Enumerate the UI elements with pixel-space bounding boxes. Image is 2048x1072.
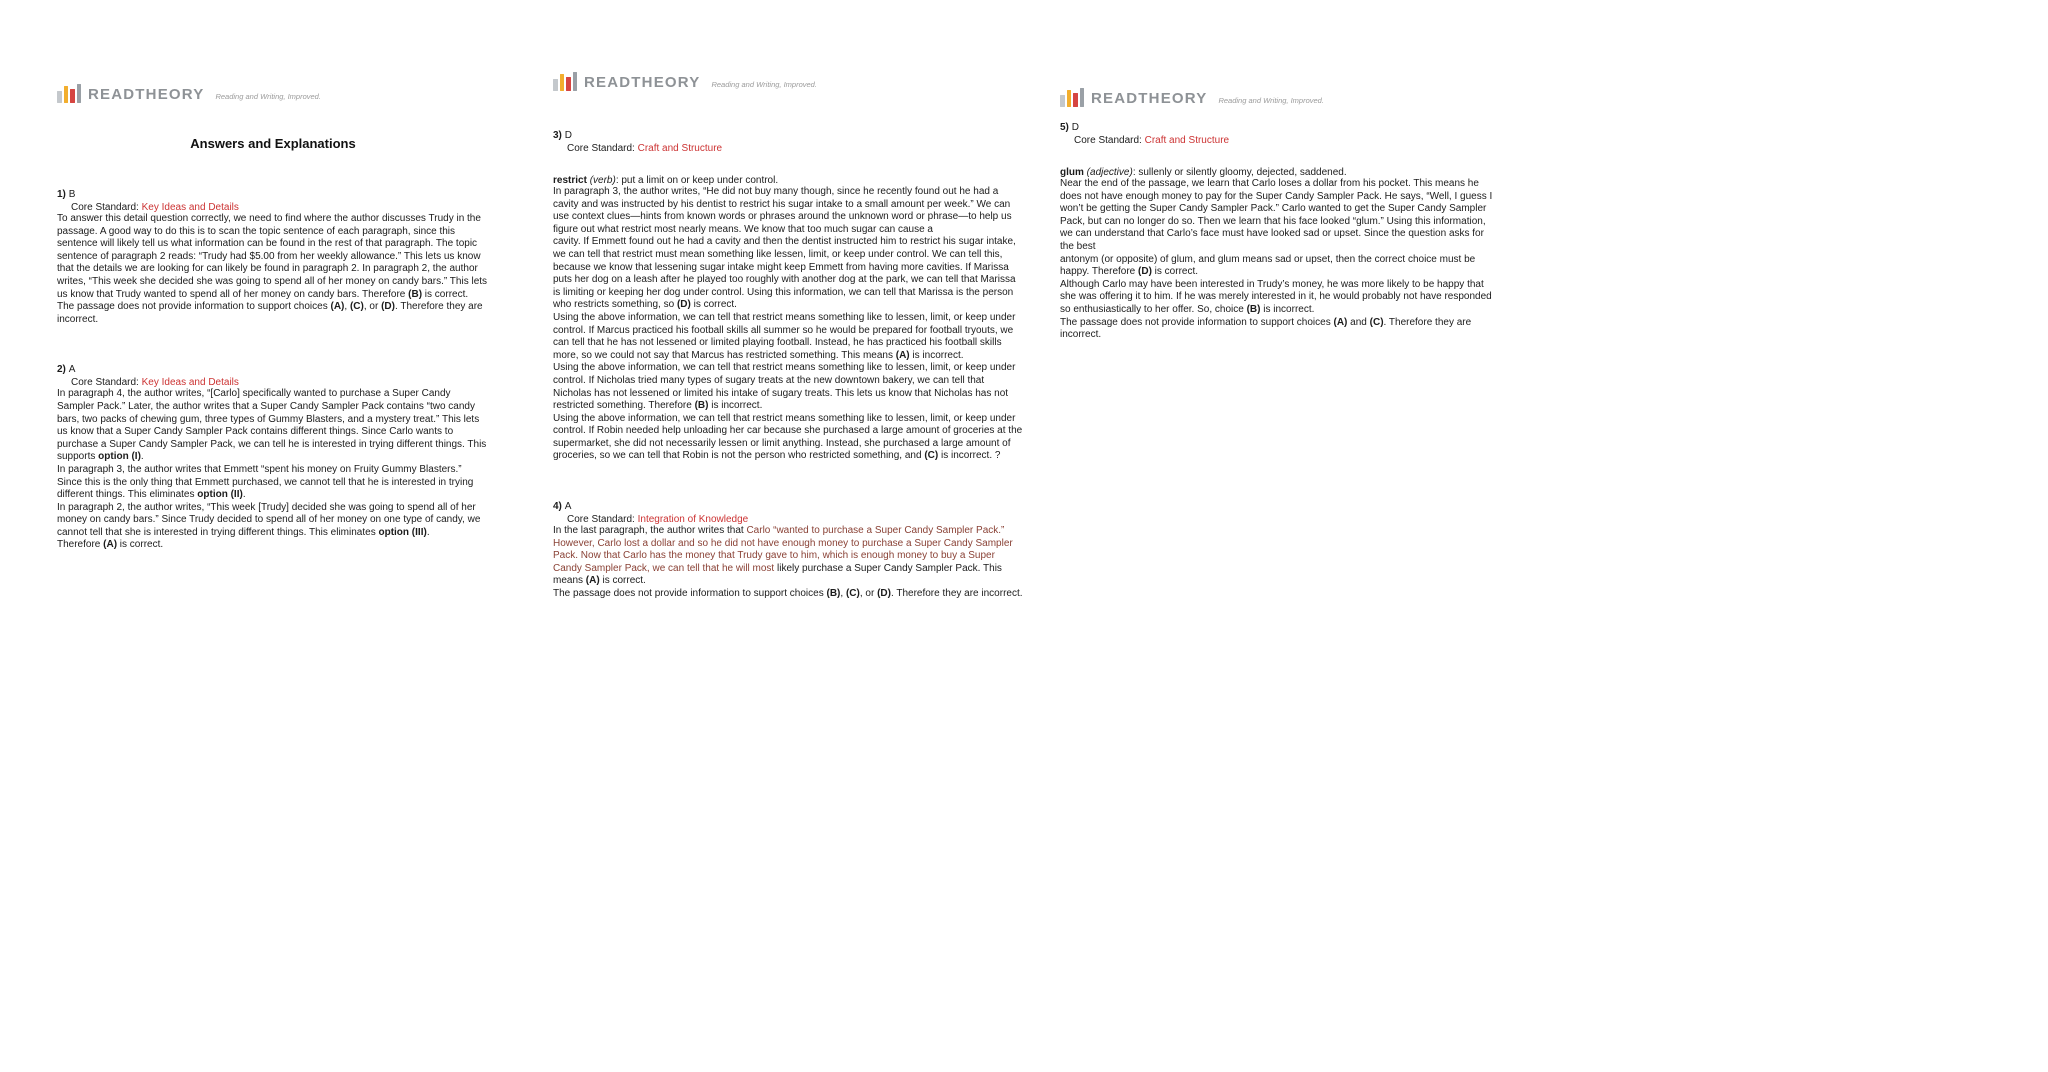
- explanation-paragraph: In paragraph 3, the author writes that Emmett “spent his money on Fruity Gummy Blasters.” Since this is the only thing that Emmett purchased, we cannot tell that he is interested in trying different things. This eliminates option (II).: [57, 463, 474, 501]
- question-number: 4): [553, 501, 562, 513]
- question-number: 2): [57, 364, 66, 376]
- explanation-paragraph: antonym (or opposite) of glum, and glum means sad or upset, then the correct choice must be happy. Therefore (D) is correct.: [1060, 253, 1476, 278]
- question-number: 3): [553, 130, 562, 141]
- answer-letter: D: [564, 130, 572, 141]
- readtheory-logo: [57, 80, 489, 104]
- question-4-header: [553, 501, 1023, 512]
- explanation-paragraph: In paragraph 2, the author writes, “This week [Trudy] decided she was going to spend all of her money on candy bars.” Since Trudy decided to spend all of her money on one type of candy, we cannot tell that she is interested in trying different things. This eliminates option (III).: [57, 501, 481, 538]
- explanation-paragraph: cavity. If Emmett found out he had a cavity and then the dentist instructed him to restrict his sugar intake, we can tell that restrict must mean something like lessen, limit, or keep under control. We can tell this, because we know that lessening sugar intake might keep Emmett from having more cavities. If Marissa puts her dog on a leash after he played too roughly with another dog at the park, we can tell that Marissa is limiting or keeping her dog under control. Using this information, we can tell that Marissa is the person who restricts something, so (D) is correct.: [553, 236, 1016, 311]
- core-standard-value: Integration of Knowledge: [637, 514, 749, 526]
- page-1: [57, 80, 489, 552]
- core-standard-label: Core Standard:: [71, 202, 139, 213]
- explanation-paragraph: Near the end of the passage, we learn that Carlo loses a dollar from his pocket. This means he does not have enough money to pay for the Super Candy Sampler Pack. He says, “Well, I guess I won’t be getting the Super Candy Sampler Pack.” Carlo wanted to get the Super Candy Sampler Pack, but can no longer do so. Then we learn that his face looked “glum.” Using this information, we can understand that Carlo’s face must have looked sad or upset. Since the question asks for the best: [1060, 178, 1493, 252]
- answer-letter: A: [564, 501, 572, 513]
- answer-letter: D: [1071, 122, 1079, 133]
- word-definition: glum (adjective): sullenly or silently gloomy, dejected, saddened.: [1060, 167, 1347, 178]
- core-standard-value: Craft and Structure: [637, 143, 723, 154]
- core-standard-label: Core Standard:: [567, 514, 635, 526]
- word-definition: restrict (verb): put a limit on or keep under control.: [553, 175, 779, 186]
- explanation-paragraph: In paragraph 3, the author writes, “He did not buy many though, since he recently found out he had a cavity and was instructed by his dentist to restrict his sugar intake to a small amount per week.” We can use context clues—hints from known words or phrases around the unknown word or phrase—to help us figure out what restrict most nearly means. We know that too much sugar can cause a: [553, 186, 1012, 235]
- core-standard-line: [57, 202, 489, 213]
- question-3-header: [553, 130, 1023, 141]
- brand-tagline: Reading and Writing, Improved.: [215, 92, 321, 101]
- explanation-paragraph: Using the above information, we can tell that restrict means something like to lessen, limit, or keep under control. If Marcus practiced his football skills all summer so he would be prepared for football tryouts, we can tell that he has not lessened or limited playing football. Instead, he has practiced his football skills more, so we could not say that Marcus has restricted something. This means (A) is incorrect.: [553, 311, 1016, 361]
- answer-letter: A: [68, 364, 76, 376]
- core-standard-line: [553, 514, 1023, 525]
- explanation-paragraph: In the last paragraph, the author writes that Carlo “wanted to purchase a Super Candy Sampler Pack.” However, Carlo lost a dollar and so he did not have enough money to purchase a Super Candy Sampler Pack. Now that Carlo has the money that Trudy gave to him, which is enough money to buy a Super Candy Sampler Pack, we can tell that he will most likely purchase a Super Candy Sampler Pack. This means (A) is correct.: [553, 525, 1013, 587]
- document-title: Answers and Explanations: [190, 136, 356, 151]
- core-standard-label: Core Standard:: [71, 377, 139, 389]
- core-standard-line: [553, 143, 1023, 154]
- core-standard-value: Key Ideas and Details: [141, 202, 239, 213]
- question-1-header: [57, 189, 489, 200]
- explanation-paragraph: Although Carlo may have been interested in Trudy’s money, he was more likely to be happy that she was offering it to him. If he was merely interested in it, he would probably not have responded so enthusiastically to her offer. So, choice (B) is incorrect.: [1060, 278, 1492, 315]
- explanation-paragraph: The passage does not provide information to support choices (A), (C), or (D). Therefore they are incorrect.: [57, 301, 483, 325]
- question-number: 5): [1060, 122, 1069, 133]
- brand-name: READTHEORY: [1091, 90, 1208, 107]
- core-standard-line: [1060, 135, 1496, 146]
- brand-name: READTHEORY: [584, 74, 701, 91]
- core-standard-label: Core Standard:: [567, 143, 635, 154]
- brand-tagline: Reading and Writing, Improved.: [711, 80, 817, 89]
- readtheory-logo: [1060, 84, 1496, 108]
- question-4: [553, 501, 1023, 601]
- readtheory-logo: [553, 68, 1023, 92]
- explanation-paragraph: Using the above information, we can tell that restrict means something like to lessen, limit, or keep under control. If Robin needed help unloading her car because she purchased a large amount of groceries at the supermarket, she did not necessarily lessen or limit anything. Instead, she purchased a large amount of groceries, so we can tell that Robin is not the person who restricted something, and (C) is incorrect. ?: [553, 412, 1023, 462]
- answer-letter: B: [68, 189, 76, 200]
- question-3: [553, 130, 1023, 463]
- logo-bars-icon: [1060, 87, 1084, 108]
- logo-bars-icon: [57, 83, 81, 104]
- question-1: [57, 189, 489, 326]
- question-2-header: [57, 364, 489, 375]
- explanation-paragraph: Therefore (A) is correct.: [57, 539, 164, 551]
- logo-bars-icon: [553, 71, 577, 92]
- brand-tagline: Reading and Writing, Improved.: [1218, 96, 1324, 105]
- question-5-header: [1060, 122, 1496, 133]
- core-standard-value: Key Ideas and Details: [141, 377, 239, 389]
- explanation-paragraph: Using the above information, we can tell that restrict means something like to lessen, limit, or keep under control. If Nicholas tried many types of sugary treats at the new downtown bakery, we can tell that Nicholas has not lessened or limited his intake of sugary treats. This lets us know that Nicholas has not restricted something. Therefore (B) is incorrect.: [553, 362, 1016, 412]
- explanation-paragraph: The passage does not provide information to support choices (A) and (C). Therefore they are incorrect.: [1060, 316, 1472, 341]
- question-number: 1): [57, 189, 66, 200]
- question-5: [1060, 122, 1496, 342]
- page-3: [1060, 84, 1496, 342]
- explanation-paragraph: To answer this detail question correctly, we need to find where the author discusses Trudy in the passage. A good way to do this is to scan the topic sentence of each paragraph, since this sentence will likely tell us what information can be found in the rest of that paragraph. The topic sentence of paragraph 2 reads: “Trudy had $5.00 from her weekly allowance.” This lets us know that the details we are looking for can likely be found in paragraph 2. In paragraph 2, the author writes, “This week she decided she was going to spend all of her money on candy bars.” This lets us know that Trudy wanted to spend all of her money on candy bars. Therefore (B) is correct.: [57, 213, 488, 300]
- explanation-paragraph: The passage does not provide information to support choices (B), (C), or (D). Therefore they are incorrect.: [553, 588, 1023, 600]
- explanation-paragraph: In paragraph 4, the author writes, “[Carlo] specifically wanted to purchase a Super Candy Sampler Pack.” Later, the author writes that a Super Candy Sampler Pack contains “two candy bars, two packs of chewing gum, three types of Gummy Blasters, and a mystery treat.” This lets us know that a Super Candy Sampler Pack contains different things. Since Carlo wants to purchase a Super Candy Sampler Pack, we can tell he is interested in trying different things. This supports option (I).: [57, 388, 487, 463]
- core-standard-line: [57, 377, 489, 388]
- brand-name: READTHEORY: [88, 86, 205, 103]
- page-2: [553, 68, 1023, 601]
- core-standard-label: Core Standard:: [1074, 135, 1142, 146]
- core-standard-value: Craft and Structure: [1144, 135, 1230, 146]
- question-2: [57, 364, 489, 552]
